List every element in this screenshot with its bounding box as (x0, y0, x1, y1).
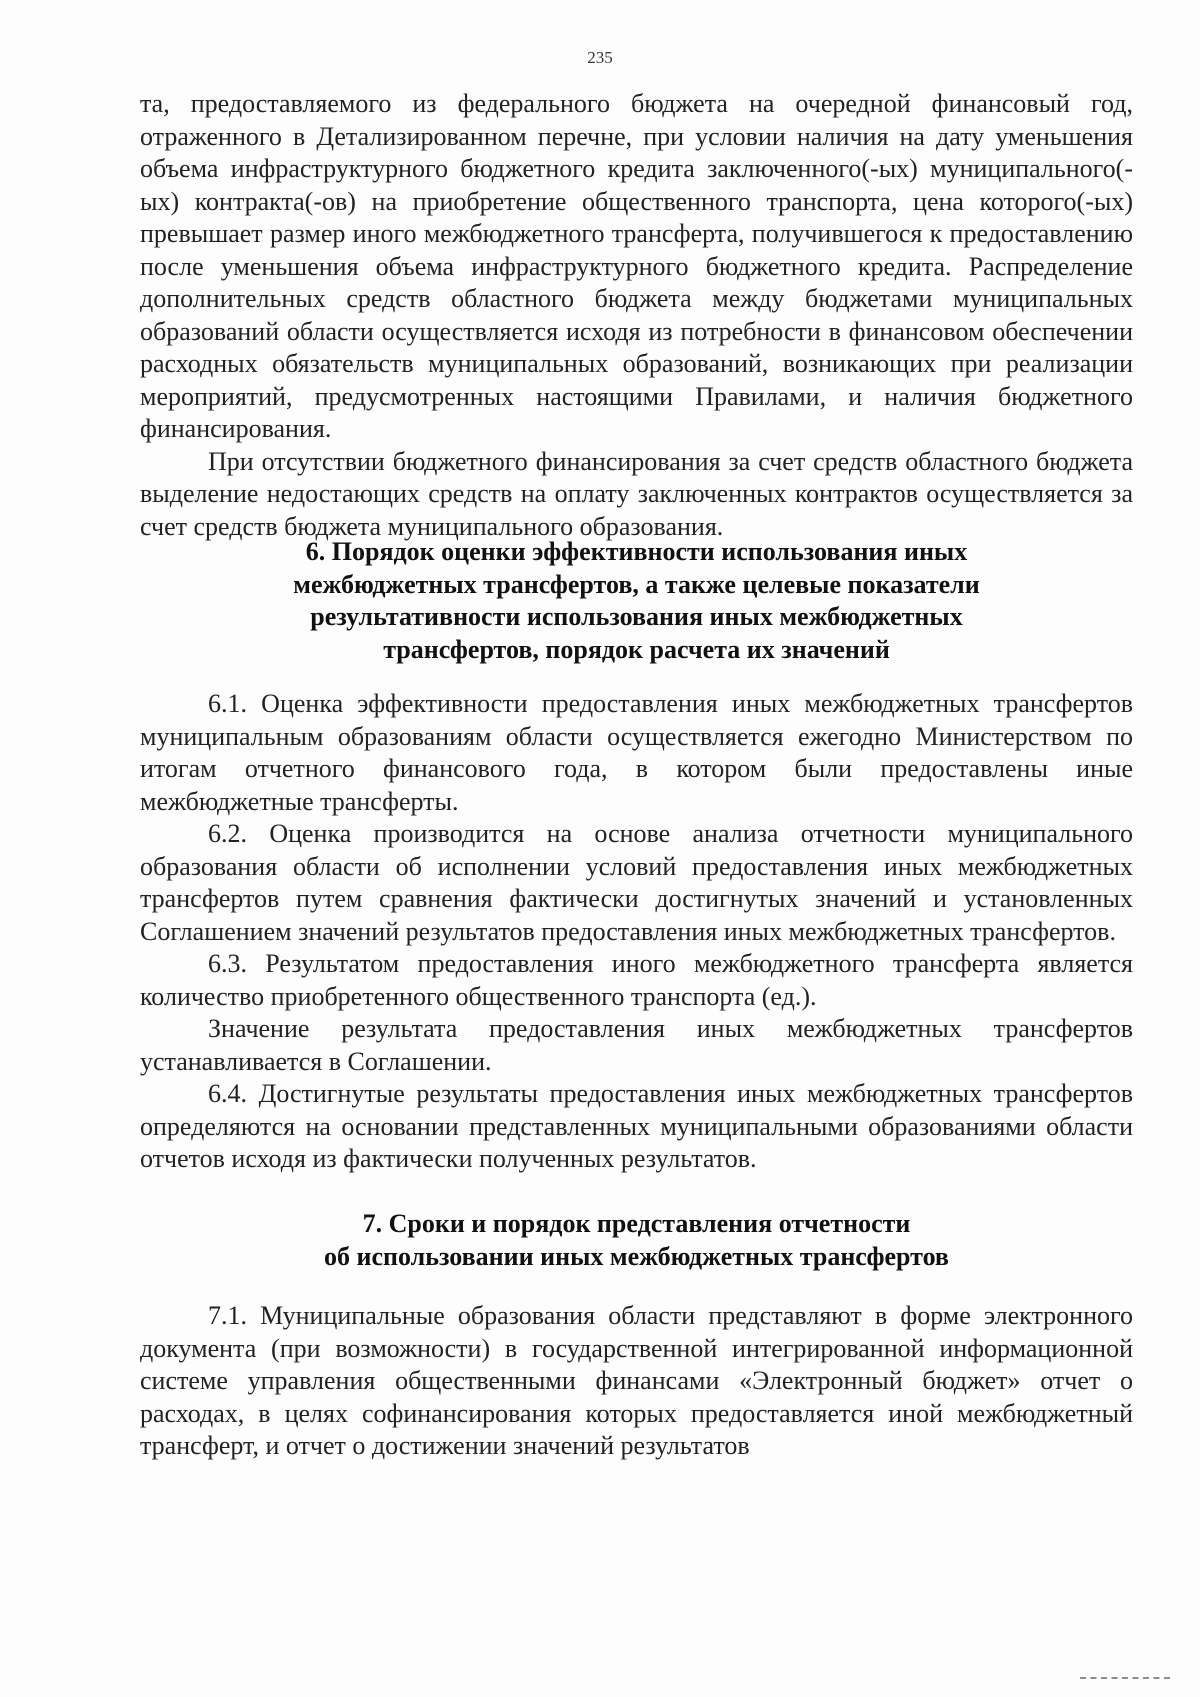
section-6-heading-line: межбюджетных трансфертов, а также целевые показатели (293, 569, 980, 599)
section-6-paragraph: 6.4. Достигнутые результаты предоставления иных межбюджетных трансфертов определяются на основании представленных муниципальными образованиями области отчетов исходя из фактически полученных результатов. (140, 1079, 1133, 1173)
section-6-heading-line: трансфертов, порядок расчета их значений (383, 634, 890, 664)
intro-paragraph: та, предоставляемого из федерального бюджета на очередной финансовый год, отраженного в Детализированном перечне, при условии наличия на дату уменьшения объема инфраструктурного бюджетного кредита заключенного(-ых) муниципального(-ых) контракта(-ов) на приобретение общественного транспорта, цена которого(-ых) превышает размер иного межбюджетного трансферта, получившегося к предоставлению после уменьшения объема инфраструктурного бюджетного кредита. Распределение дополнительных средств областного бюджета между бюджетами муниципальных образований области осуществляется исходя из потребности в финансовом обеспечении расходных обязательств муниципальных образований, возникающих при реализации мероприятий, предусмотренных настоящими Правилами, и наличия бюджетного финансирования. (140, 89, 1133, 443)
page-number: 235 (587, 48, 613, 67)
section-7-paragraph: 7.1. Муниципальные образования области представляют в форме электронного документа (при возможности) в государственной интегрированной информационной системе управления общественными финансами «Электронный бюджет» отчет о расходах, в целях софинансирования которых предоставляется иной межбюджетный трансферт, и отчет о достижении значений результатов (140, 1301, 1133, 1460)
section-7-heading (140, 1208, 1133, 1273)
section-6-paragraph: 6.1. Оценка эффективности предоставления иных межбюджетных трансфертов муниципальным образованиям области осуществляется ежегодно Министерством по итогам отчетного финансового года, в котором были предоставлены иные межбюджетные трансферты. (140, 689, 1133, 816)
section-6-heading-line: результативности использования иных межбюджетных (310, 602, 963, 631)
intro-paragraph: При отсутствии бюджетного финансирования за счет средств областного бюджета выделение недостающих средств на оплату заключенных контрактов осуществляется за счет средств бюджета муниципального образования. (140, 446, 1133, 541)
section-7-text-block (140, 1300, 1133, 1463)
section-6-paragraph: 6.3. Результатом предоставления иного межбюджетного трансферта является количество приобретенного общественного транспорта (ед.). (140, 949, 1133, 1011)
section-6-paragraph: 6.2. Оценка производится на основе анализа отчетности муниципального образования области об исполнении условий предоставления иных межбюджетных трансфертов путем сравнения фактически достигнутых значений и установленных Соглашением значений результатов предоставления иных межбюджетных трансфертов. (140, 819, 1133, 946)
scan-artifact (1080, 1677, 1170, 1689)
section-7-heading-line: об использовании иных межбюджетных трансфертов (324, 1241, 949, 1271)
section-6-heading (140, 536, 1133, 666)
intro-text-block (140, 88, 1133, 543)
section-6-text-block (140, 688, 1133, 1176)
section-6-paragraph: Значение результата предоставления иных межбюджетных трансфертов устанавливается в Соглашении. (140, 1014, 1133, 1076)
section-6-heading-line: 6. Порядок оценки эффективности использования иных (305, 537, 968, 566)
section-7-heading-line: 7. Сроки и порядок представления отчетности (362, 1209, 911, 1238)
